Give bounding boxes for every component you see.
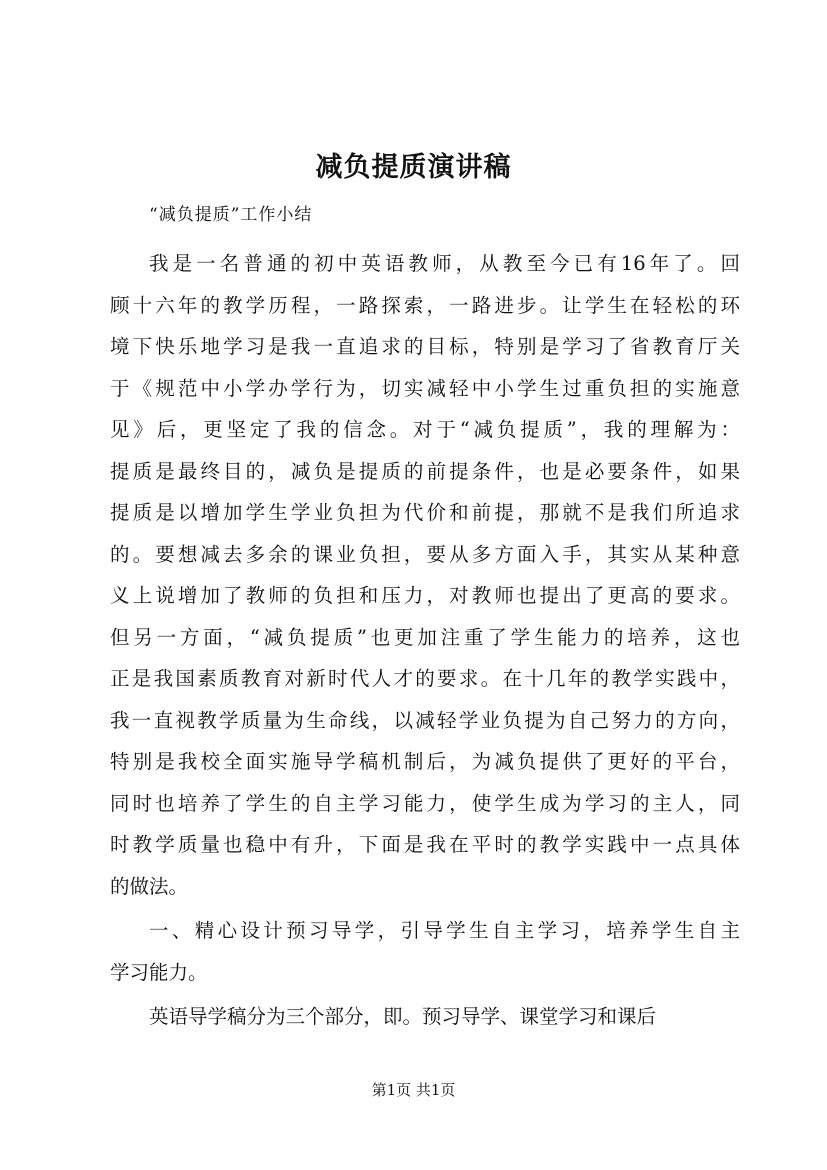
text-line: 提质是最终目的，减负是提质的前提条件，也是必要条件，如果 bbox=[110, 459, 740, 483]
text-line: 顾十六年的教学历程，一路探索，一路进步。让学生在轻松的环 bbox=[110, 293, 740, 317]
text-line: 提质是以增加学生学业负担为代价和前提，那就不是我们所追求 bbox=[110, 501, 740, 524]
paragraph-list bbox=[110, 243, 740, 1038]
page-footer: 第1页 共1页 bbox=[371, 1081, 456, 1099]
text-line: 学习能力。 bbox=[110, 960, 208, 984]
paragraph bbox=[110, 910, 740, 993]
text-line: 的。要想减去多余的课业负担，要从多方面入手，其实从某种意 bbox=[110, 542, 740, 566]
text-line: 特别是我校全面实施导学稿机制后，为减负提供了更好的平台， bbox=[110, 750, 740, 773]
text-line: 同时也培养了学生的自主学习能力，使学生成为学习的主人，同 bbox=[110, 791, 740, 815]
text-line: 我一直视教学质量为生命线，以减轻学业负提为自己努力的方向， bbox=[110, 708, 740, 732]
text-line: 境下快乐地学习是我一直追求的目标，特别是学习了省教育厅关 bbox=[110, 335, 740, 358]
text-line: 但另一方面，“减负提质”也更加注重了学生能力的培养，这也 bbox=[110, 625, 740, 649]
text-line: 我是一名普通的初中英语教师，从教至今已有16年了。回 bbox=[149, 252, 740, 275]
text-line: 正是我国素质教育对新时代人才的要求。在十几年的教学实践中， bbox=[110, 667, 740, 690]
paragraph bbox=[110, 996, 740, 1038]
text-line: 的做法。 bbox=[110, 874, 189, 898]
text-line: 见》后，更坚定了我的信念。对于“减负提质”，我的理解为： bbox=[110, 418, 740, 441]
text-line: 义上说增加了教师的负担和压力，对教师也提出了更高的要求。 bbox=[110, 584, 740, 607]
text-line: 英语导学稿分为三个部分，即。预习导学、课堂学习和课后 bbox=[149, 1005, 657, 1028]
document-body bbox=[110, 195, 740, 1041]
paragraph bbox=[110, 243, 740, 907]
document-title: 减负提质演讲稿 bbox=[315, 152, 512, 183]
text-line: 于《规范中小学办学行为，切实减轻中小学生过重负担的实施意 bbox=[110, 376, 740, 400]
text-line: 一、精心设计预习导学，引导学生自主学习，培养学生自主 bbox=[149, 919, 740, 942]
subheading: “减负提质”工作小结 bbox=[149, 205, 313, 225]
text-line: 时教学质量也稳中有升，下面是我在平时的教学实践中一点具体 bbox=[110, 833, 740, 856]
